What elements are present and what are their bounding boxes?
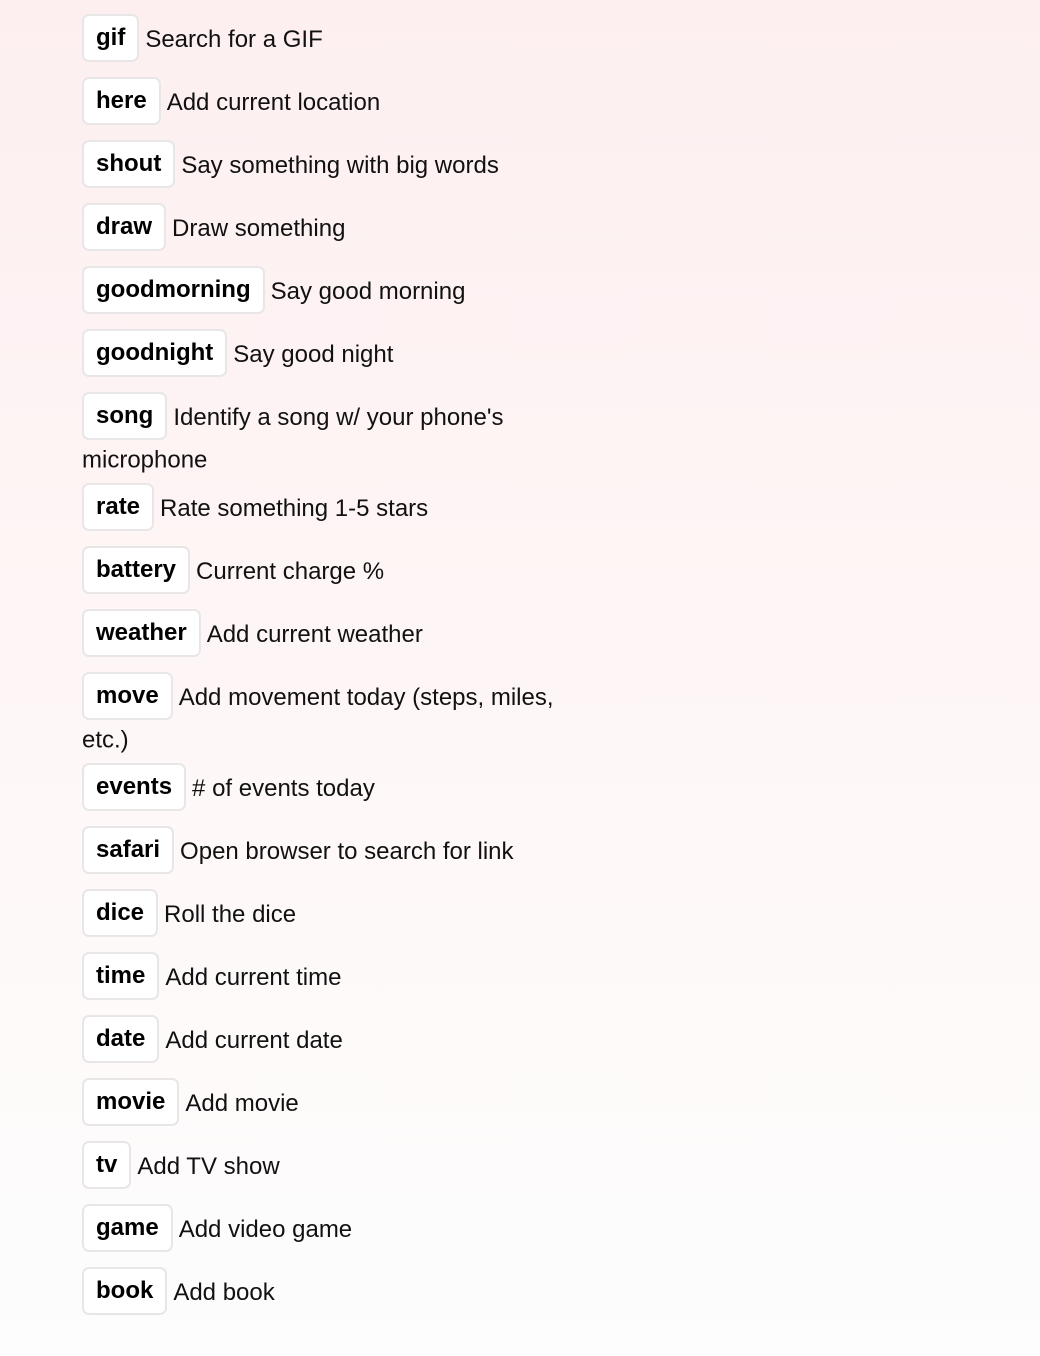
command-chip-battery[interactable]: battery <box>82 546 190 594</box>
command-row-game <box>82 1206 572 1254</box>
command-row-goodmorning <box>82 268 572 316</box>
command-row-here <box>82 79 572 127</box>
command-chip-book[interactable]: book <box>82 1267 167 1315</box>
command-description-gif: Search for a GIF <box>145 26 323 53</box>
command-chip-tv[interactable]: tv <box>82 1141 131 1189</box>
command-row-tv <box>82 1143 572 1191</box>
command-chip-here[interactable]: here <box>82 77 161 125</box>
command-description-here: Add current location <box>166 89 381 116</box>
command-row-song <box>82 394 572 479</box>
command-description-events: # of events today <box>192 775 375 802</box>
command-chip-events[interactable]: events <box>82 763 186 811</box>
command-chip-shout[interactable]: shout <box>82 140 175 188</box>
command-chip-weather[interactable]: weather <box>82 609 201 657</box>
command-row-battery <box>82 548 572 596</box>
command-description-battery: Current charge % <box>196 558 385 585</box>
command-row-gif <box>82 16 572 64</box>
command-row-draw <box>82 205 572 253</box>
command-chip-song[interactable]: song <box>82 392 167 440</box>
command-row-time <box>82 954 572 1002</box>
command-chip-rate[interactable]: rate <box>82 483 154 531</box>
command-description-book: Add book <box>173 1279 275 1306</box>
command-description-game: Add video game <box>178 1216 353 1243</box>
command-chip-dice[interactable]: dice <box>82 889 158 937</box>
command-row-weather <box>82 611 572 659</box>
command-chip-goodnight[interactable]: goodnight <box>82 329 227 377</box>
command-row-events <box>82 765 572 813</box>
command-chip-safari[interactable]: safari <box>82 826 174 874</box>
command-chip-movie[interactable]: movie <box>82 1078 179 1126</box>
command-description-date: Add current date <box>165 1027 343 1054</box>
command-description-weather: Add current weather <box>206 621 423 648</box>
command-description-draw: Draw something <box>172 215 346 242</box>
command-row-shout <box>82 142 572 190</box>
command-description-move: Add movement today (steps, miles, etc.) <box>82 684 554 754</box>
command-description-song: Identify a song w/ your phone's microphone <box>82 404 504 474</box>
command-chip-draw[interactable]: draw <box>82 203 166 251</box>
command-row-safari <box>82 828 572 876</box>
command-row-movie <box>82 1080 572 1128</box>
command-description-movie: Add movie <box>185 1090 299 1117</box>
command-description-goodmorning: Say good morning <box>270 278 466 305</box>
command-description-time: Add current time <box>165 964 342 991</box>
command-row-rate <box>82 485 572 533</box>
command-description-goodnight: Say good night <box>233 341 394 368</box>
command-chip-game[interactable]: game <box>82 1204 173 1252</box>
command-row-date <box>82 1017 572 1065</box>
command-row-book <box>82 1269 572 1317</box>
command-chip-goodmorning[interactable]: goodmorning <box>82 266 265 314</box>
command-description-dice: Roll the dice <box>164 901 297 928</box>
command-chip-gif[interactable]: gif <box>82 14 139 62</box>
command-row-goodnight <box>82 331 572 379</box>
command-chip-date[interactable]: date <box>82 1015 159 1063</box>
command-chip-move[interactable]: move <box>82 672 173 720</box>
command-row-move <box>82 674 572 759</box>
command-description-shout: Say something with big words <box>181 152 499 179</box>
command-description-tv: Add TV show <box>137 1153 280 1180</box>
command-description-rate: Rate something 1-5 stars <box>160 495 429 522</box>
command-description-safari: Open browser to search for link <box>180 838 514 865</box>
command-chip-time[interactable]: time <box>82 952 159 1000</box>
command-row-dice <box>82 891 572 939</box>
